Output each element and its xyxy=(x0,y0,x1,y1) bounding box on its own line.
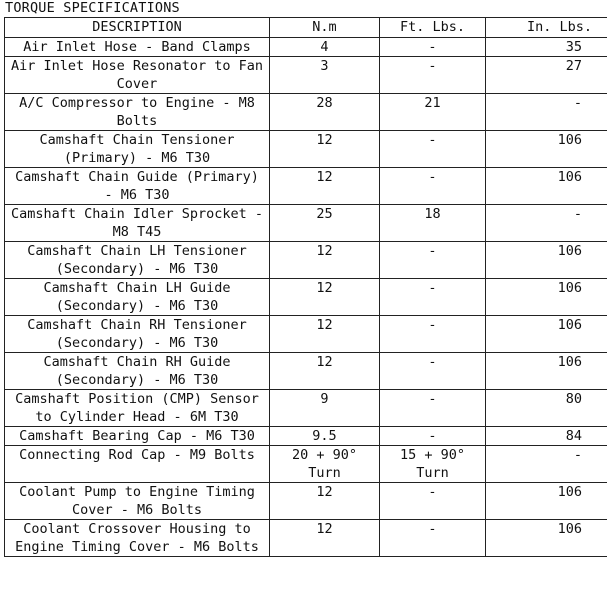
cell-in-lbs: 106 xyxy=(486,131,607,168)
cell-nm: 12 xyxy=(270,242,380,279)
cell-description: Camshaft Chain RH Tensioner (Secondary) - M6 T30 xyxy=(5,316,270,353)
cell-in-lbs: 80 xyxy=(486,390,607,427)
cell-ft-lbs: - xyxy=(380,390,486,427)
cell-in-lbs: 106 xyxy=(486,168,607,205)
cell-ft-lbs: - xyxy=(380,353,486,390)
cell-description: Camshaft Chain RH Guide (Secondary) - M6 T30 xyxy=(5,353,270,390)
page-title: TORQUE SPECIFICATIONS xyxy=(5,0,180,16)
cell-nm: 12 xyxy=(270,131,380,168)
cell-ft-lbs: - xyxy=(380,38,486,57)
table-row xyxy=(5,168,607,205)
table-row xyxy=(5,242,607,279)
cell-ft-lbs: 18 xyxy=(380,205,486,242)
cell-nm: 12 xyxy=(270,483,380,520)
cell-description: Air Inlet Hose Resonator to Fan Cover xyxy=(5,57,270,94)
cell-nm: 20 + 90° Turn xyxy=(270,446,380,483)
cell-nm: 12 xyxy=(270,279,380,316)
cell-in-lbs: 106 xyxy=(486,520,607,557)
table-row xyxy=(5,483,607,520)
cell-nm: 28 xyxy=(270,94,380,131)
header-ft-lbs: Ft. Lbs. xyxy=(380,18,486,38)
cell-in-lbs: 35 xyxy=(486,38,607,57)
cell-in-lbs: 106 xyxy=(486,483,607,520)
cell-nm: 9 xyxy=(270,390,380,427)
table-row xyxy=(5,427,607,446)
cell-ft-lbs: - xyxy=(380,168,486,205)
cell-description: Camshaft Bearing Cap - M6 T30 xyxy=(5,427,270,446)
cell-nm: 12 xyxy=(270,168,380,205)
cell-description: Air Inlet Hose - Band Clamps xyxy=(5,38,270,57)
cell-ft-lbs: - xyxy=(380,279,486,316)
cell-ft-lbs: - xyxy=(380,483,486,520)
cell-in-lbs: 106 xyxy=(486,316,607,353)
cell-nm: 12 xyxy=(270,353,380,390)
cell-description: Camshaft Position (CMP) Sensor to Cylinder Head - 6M T30 xyxy=(5,390,270,427)
cell-nm: 9.5 xyxy=(270,427,380,446)
table-row xyxy=(5,38,607,57)
table-row xyxy=(5,520,607,557)
cell-nm: 12 xyxy=(270,520,380,557)
cell-description: Camshaft Chain Tensioner (Primary) - M6 T30 xyxy=(5,131,270,168)
cell-in-lbs: - xyxy=(486,94,607,131)
cell-description: A/C Compressor to Engine - M8 Bolts xyxy=(5,94,270,131)
cell-nm: 4 xyxy=(270,38,380,57)
table-row xyxy=(5,131,607,168)
cell-nm: 25 xyxy=(270,205,380,242)
cell-ft-lbs: 21 xyxy=(380,94,486,131)
cell-description: Connecting Rod Cap - M9 Bolts xyxy=(5,446,270,483)
cell-description: Camshaft Chain LH Guide (Secondary) - M6 T30 xyxy=(5,279,270,316)
header-nm: N.m xyxy=(270,18,380,38)
cell-nm: 3 xyxy=(270,57,380,94)
table-row xyxy=(5,390,607,427)
cell-ft-lbs: - xyxy=(380,131,486,168)
table-row xyxy=(5,94,607,131)
header-description: DESCRIPTION xyxy=(5,18,270,38)
cell-in-lbs: 106 xyxy=(486,279,607,316)
header-in-lbs: In. Lbs. xyxy=(486,18,607,38)
table-row xyxy=(5,279,607,316)
cell-ft-lbs: - xyxy=(380,316,486,353)
cell-description: Camshaft Chain LH Tensioner (Secondary) - M6 T30 xyxy=(5,242,270,279)
cell-in-lbs: 106 xyxy=(486,353,607,390)
torque-table xyxy=(4,17,607,557)
cell-in-lbs: - xyxy=(486,446,607,483)
cell-ft-lbs: - xyxy=(380,242,486,279)
table-row xyxy=(5,316,607,353)
table-row xyxy=(5,353,607,390)
cell-in-lbs: 27 xyxy=(486,57,607,94)
table-row xyxy=(5,205,607,242)
cell-ft-lbs: - xyxy=(380,57,486,94)
cell-ft-lbs: - xyxy=(380,427,486,446)
cell-description: Coolant Pump to Engine Timing Cover - M6 Bolts xyxy=(5,483,270,520)
cell-in-lbs: 84 xyxy=(486,427,607,446)
cell-description: Camshaft Chain Idler Sprocket - M8 T45 xyxy=(5,205,270,242)
cell-nm: 12 xyxy=(270,316,380,353)
cell-ft-lbs: 15 + 90° Turn xyxy=(380,446,486,483)
table-row xyxy=(5,446,607,483)
cell-description: Coolant Crossover Housing to Engine Timing Cover - M6 Bolts xyxy=(5,520,270,557)
cell-in-lbs: - xyxy=(486,205,607,242)
cell-in-lbs: 106 xyxy=(486,242,607,279)
cell-description: Camshaft Chain Guide (Primary) - M6 T30 xyxy=(5,168,270,205)
cell-ft-lbs: - xyxy=(380,520,486,557)
table-header-row xyxy=(5,18,607,38)
table-row xyxy=(5,57,607,94)
